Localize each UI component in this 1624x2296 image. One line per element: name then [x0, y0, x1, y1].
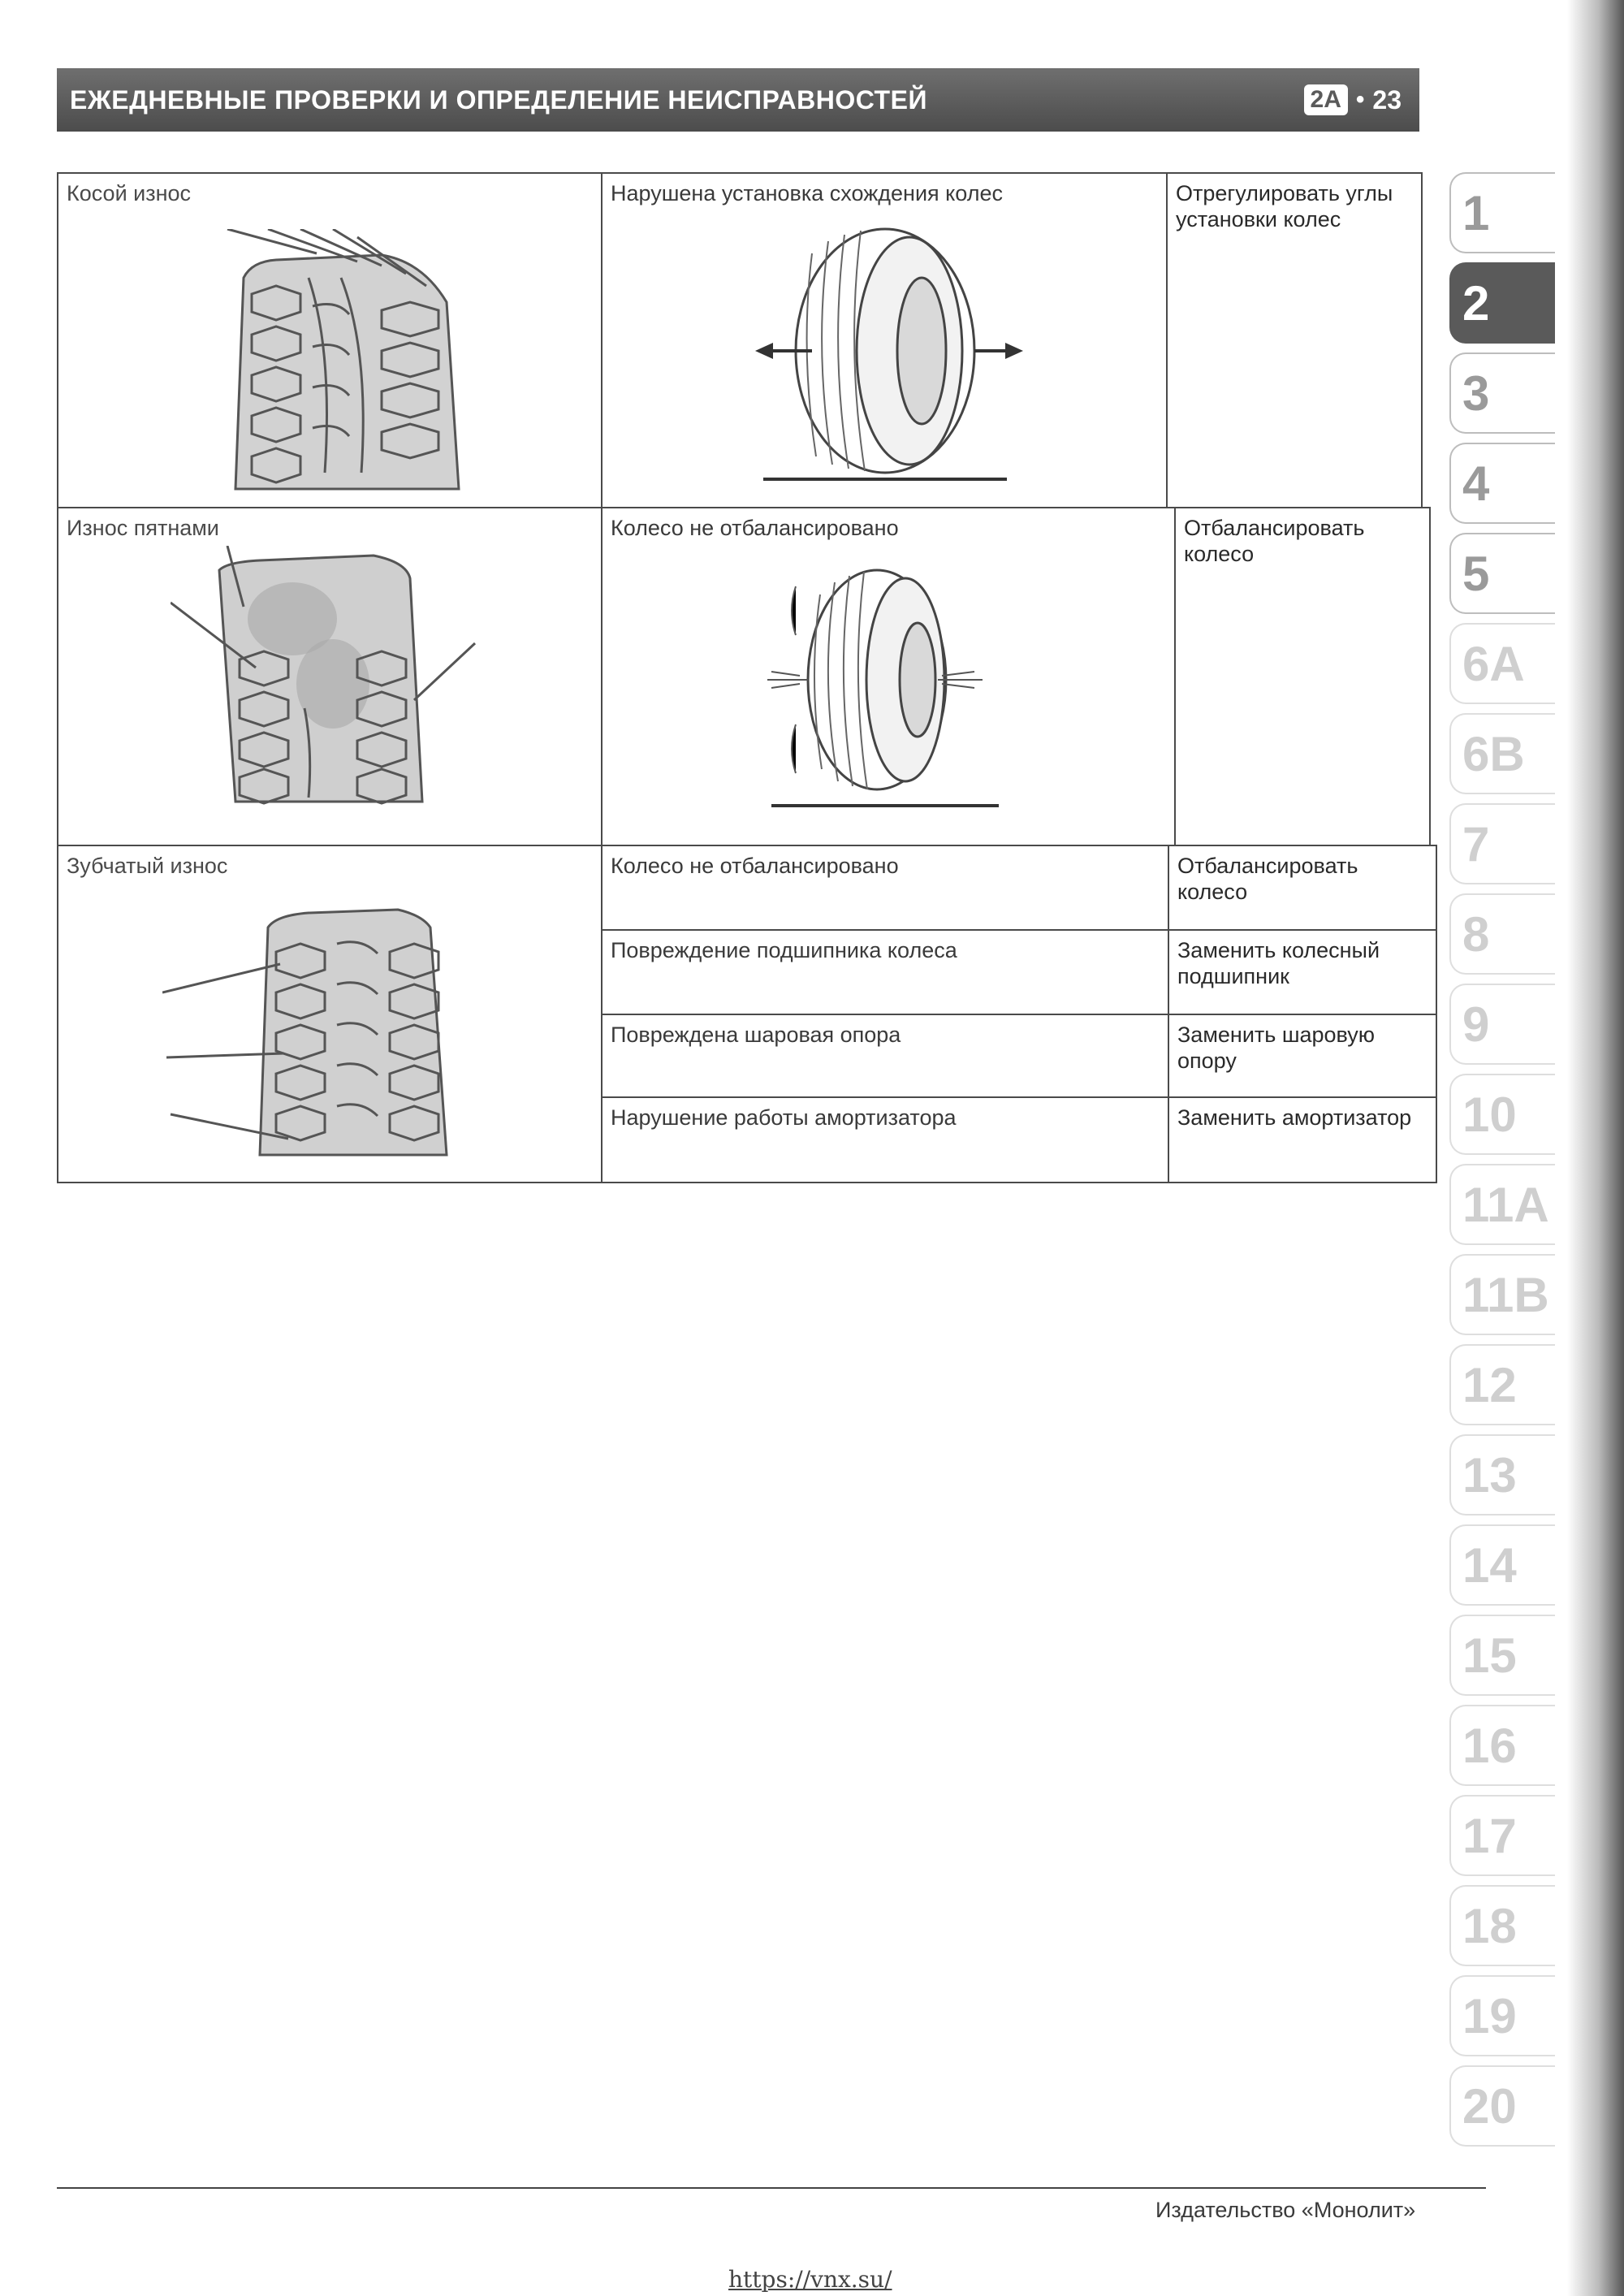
fix-label: Отбалансировать колесо: [1177, 854, 1358, 904]
oblique-wear-tread-illustration: [219, 229, 463, 497]
tab-5[interactable]: 5: [1449, 533, 1555, 614]
unbalanced-tire-illustration: [763, 562, 1007, 814]
table-cell-cause: [601, 1096, 1169, 1183]
tab-2[interactable]: 2: [1449, 262, 1555, 344]
table-cell-fix: [1166, 172, 1423, 508]
table-cell-fix: [1168, 845, 1437, 931]
tab-16[interactable]: 16: [1449, 1705, 1555, 1786]
table-cell-fix: [1174, 507, 1431, 846]
tab-19[interactable]: 19: [1449, 1975, 1555, 2056]
tab-4[interactable]: 4: [1449, 443, 1555, 524]
page-indicator: [1304, 84, 1402, 115]
source-link[interactable]: https://vnx.su/: [728, 2266, 892, 2293]
scan-shadow: [1567, 0, 1624, 2296]
tab-13[interactable]: 13: [1449, 1434, 1555, 1516]
cause-label: Нарушение работы амортизатора: [611, 1105, 957, 1130]
fix-label: Заменить колесный подшипник: [1177, 938, 1380, 988]
table-cell-fix: [1168, 1014, 1437, 1098]
toe-misalignment-tire-illustration: [739, 221, 1031, 489]
table-cell-cause: [601, 845, 1169, 931]
tab-12[interactable]: 12: [1449, 1344, 1555, 1425]
tab-14[interactable]: 14: [1449, 1524, 1555, 1606]
page-number: 23: [1372, 84, 1402, 115]
wear-type-label: Износ пятнами: [67, 516, 219, 540]
footer-divider: [57, 2187, 1486, 2189]
tab-20[interactable]: 20: [1449, 2065, 1555, 2147]
publisher-credit: Издательство «Монолит»: [1155, 2198, 1416, 2222]
spot-wear-tread-illustration: [171, 546, 479, 806]
fix-label: Отрегулировать углы установки колес: [1176, 181, 1393, 231]
table-cell-fix: [1168, 1096, 1437, 1183]
cupped-wear-tread-illustration: [162, 895, 520, 1163]
separator: •: [1355, 86, 1365, 113]
tab-11b[interactable]: 11B: [1449, 1254, 1555, 1335]
tab-11a[interactable]: 11A: [1449, 1164, 1555, 1245]
table-cell-fix: [1168, 929, 1437, 1015]
table-cell-cause: [601, 929, 1169, 1015]
tab-7[interactable]: 7: [1449, 803, 1555, 884]
cause-label: Повреждение подшипника колеса: [611, 938, 957, 962]
wear-type-label: Зубчатый износ: [67, 854, 228, 878]
wear-type-label: Косой износ: [67, 181, 192, 205]
section-title: ЕЖЕДНЕВНЫЕ ПРОВЕРКИ И ОПРЕДЕЛЕНИЕ НЕИСПРАВНОСТЕЙ: [70, 84, 927, 115]
fix-label: Отбалансировать колесо: [1184, 516, 1365, 566]
tab-9[interactable]: 9: [1449, 984, 1555, 1065]
table-cell-cause: [601, 1014, 1169, 1098]
tab-18[interactable]: 18: [1449, 1885, 1555, 1966]
tab-10[interactable]: 10: [1449, 1074, 1555, 1155]
tab-6a[interactable]: 6A: [1449, 623, 1555, 704]
tab-15[interactable]: 15: [1449, 1615, 1555, 1696]
tab-3[interactable]: 3: [1449, 352, 1555, 434]
fix-label: Заменить шаровую опору: [1177, 1023, 1376, 1073]
cause-label: Колесо не отбалансировано: [611, 854, 899, 878]
fix-label: Заменить амортизатор: [1177, 1105, 1412, 1130]
tab-1[interactable]: 1: [1449, 172, 1555, 253]
tab-6b[interactable]: 6B: [1449, 713, 1555, 794]
diagnosis-table: [57, 172, 1437, 1183]
tab-17[interactable]: 17: [1449, 1795, 1555, 1876]
cause-label: Нарушена установка схождения колес: [611, 181, 1003, 205]
cause-label: Повреждена шаровая опора: [611, 1023, 901, 1047]
tab-8[interactable]: 8: [1449, 893, 1555, 975]
cause-label: Колесо не отбалансировано: [611, 516, 899, 540]
section-header: [57, 68, 1419, 132]
chapter-badge: 2А: [1304, 84, 1348, 115]
